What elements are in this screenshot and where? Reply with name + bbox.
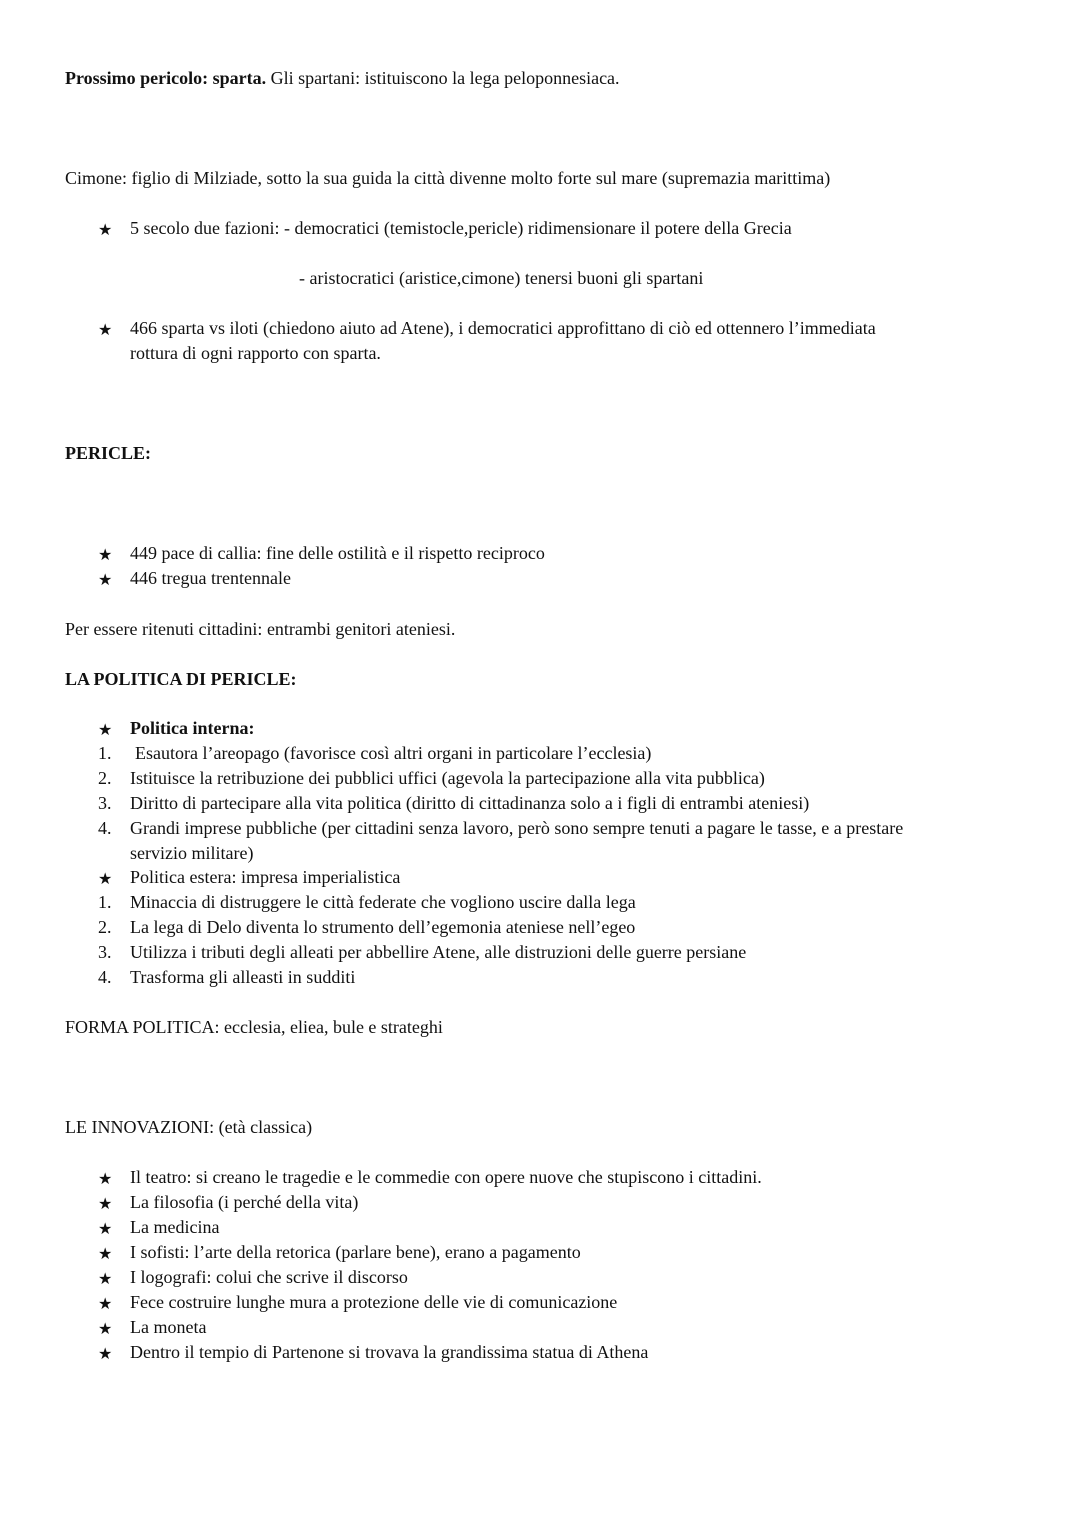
innovazione-item: La medicina (130, 1217, 220, 1237)
interna-item-3: Diritto di partecipare alla vita politica (diritto di cittadinanza solo a i figli di entrambi ateniesi) (130, 793, 810, 813)
interna-item-1: Esautora l’areopago (favorisce così altri organi in particolare l’ecclesia) (135, 743, 652, 763)
estera-item-3: Utilizza i tributi degli alleati per abbellire Atene, alle distruzioni delle guerre persiane (130, 942, 747, 962)
pericle-heading: PERICLE: (65, 443, 152, 463)
innovazione-item: Il teatro: si creano le tragedie e le commedie con opere nuove che stupiscono i cittadini. (130, 1167, 762, 1187)
innovazioni-heading: LE INNOVAZIONI: (età classica) (65, 1117, 313, 1137)
cimone-bullet-2: 466 sparta vs iloti (chiedono aiuto ad Atene), i democratici approfittano di ciò ed ottennero l’immediata (130, 318, 876, 338)
citizens-line: Per essere ritenuti cittadini: entrambi genitori ateniesi. (65, 619, 456, 639)
star-bullet-icon: ★ (98, 570, 113, 589)
list-number: 2. (98, 768, 112, 788)
star-bullet-icon: ★ (98, 720, 113, 739)
sparta-line (65, 66, 620, 91)
star-bullet-icon: ★ (98, 1269, 113, 1288)
star-bullet-icon: ★ (98, 545, 113, 564)
estera-item-2: La lega di Delo diventa lo strumento dell’egemonia ateniese nell’egeo (130, 917, 636, 937)
innovazione-item: Dentro il tempio di Partenone si trovava la grandissima statua di Athena (130, 1342, 649, 1362)
cimone-bullet-1: 5 secolo due fazioni: - democratici (temistocle,pericle) ridimensionare il potere della Grecia (130, 218, 792, 238)
cimone-intro: Cimone: figlio di Milziade, sotto la sua guida la città divenne molto forte sul mare (supremazia marittima) (65, 168, 831, 188)
star-bullet-icon: ★ (98, 320, 113, 339)
star-bullet-icon: ★ (98, 1244, 113, 1263)
interna-item-4: Grandi imprese pubbliche (per cittadini senza lavoro, però sono sempre tenuti a pagare le tasse, e a prestare (130, 818, 904, 838)
list-number: 4. (98, 818, 112, 838)
star-bullet-icon: ★ (98, 1294, 113, 1313)
innovazione-item: La filosofia (i perché della vita) (130, 1192, 359, 1212)
estera-item-4: Trasforma gli alleasti in sudditi (130, 967, 356, 987)
cimone-bullet-1-cont: - aristocratici (aristice,cimone) tenersi buoni gli spartani (299, 268, 704, 288)
interna-item-2: Istituisce la retribuzione dei pubblici uffici (agevola la partecipazione alla vita pubblica) (130, 768, 765, 788)
cimone-bullet-2-cont: rottura di ogni rapporto con sparta. (130, 343, 381, 363)
forma-politica: FORMA POLITICA: ecclesia, eliea, bule e strateghi (65, 1017, 443, 1037)
politica-interna-title: Politica interna: (130, 718, 255, 738)
star-bullet-icon: ★ (98, 1344, 113, 1363)
pericle-bullet-1: 449 pace di callia: fine delle ostilità e il rispetto reciproco (130, 543, 545, 563)
list-number: 1. (98, 743, 112, 763)
pericle-bullet-2: 446 tregua trentennale (130, 568, 291, 588)
star-bullet-icon: ★ (98, 1219, 113, 1238)
sparta-rest: Gli spartani: istituiscono la lega peloponnesiaca. (266, 68, 620, 88)
list-number: 3. (98, 793, 112, 813)
innovazione-item: I logografi: colui che scrive il discorso (130, 1267, 408, 1287)
list-number: 4. (98, 967, 112, 987)
star-bullet-icon: ★ (98, 220, 113, 239)
list-number: 3. (98, 942, 112, 962)
star-bullet-icon: ★ (98, 1169, 113, 1188)
innovazione-item: I sofisti: l’arte della retorica (parlare bene), erano a pagamento (130, 1242, 581, 1262)
innovazione-item: Fece costruire lunghe mura a protezione delle vie di comunicazione (130, 1292, 618, 1312)
star-bullet-icon: ★ (98, 1194, 113, 1213)
estera-item-1: Minaccia di distruggere le città federate che vogliono uscire dalla lega (130, 892, 636, 912)
politica-estera-title: Politica estera: impresa imperialistica (130, 867, 401, 887)
interna-item-4-cont: servizio militare) (130, 843, 254, 863)
star-bullet-icon: ★ (98, 869, 113, 888)
list-number: 2. (98, 917, 112, 937)
star-bullet-icon: ★ (98, 1319, 113, 1338)
list-number: 1. (98, 892, 112, 912)
innovazione-item: La moneta (130, 1317, 207, 1337)
politica-heading: LA POLITICA DI PERICLE: (65, 669, 297, 689)
sparta-bold: Prossimo pericolo: sparta. (65, 68, 267, 88)
